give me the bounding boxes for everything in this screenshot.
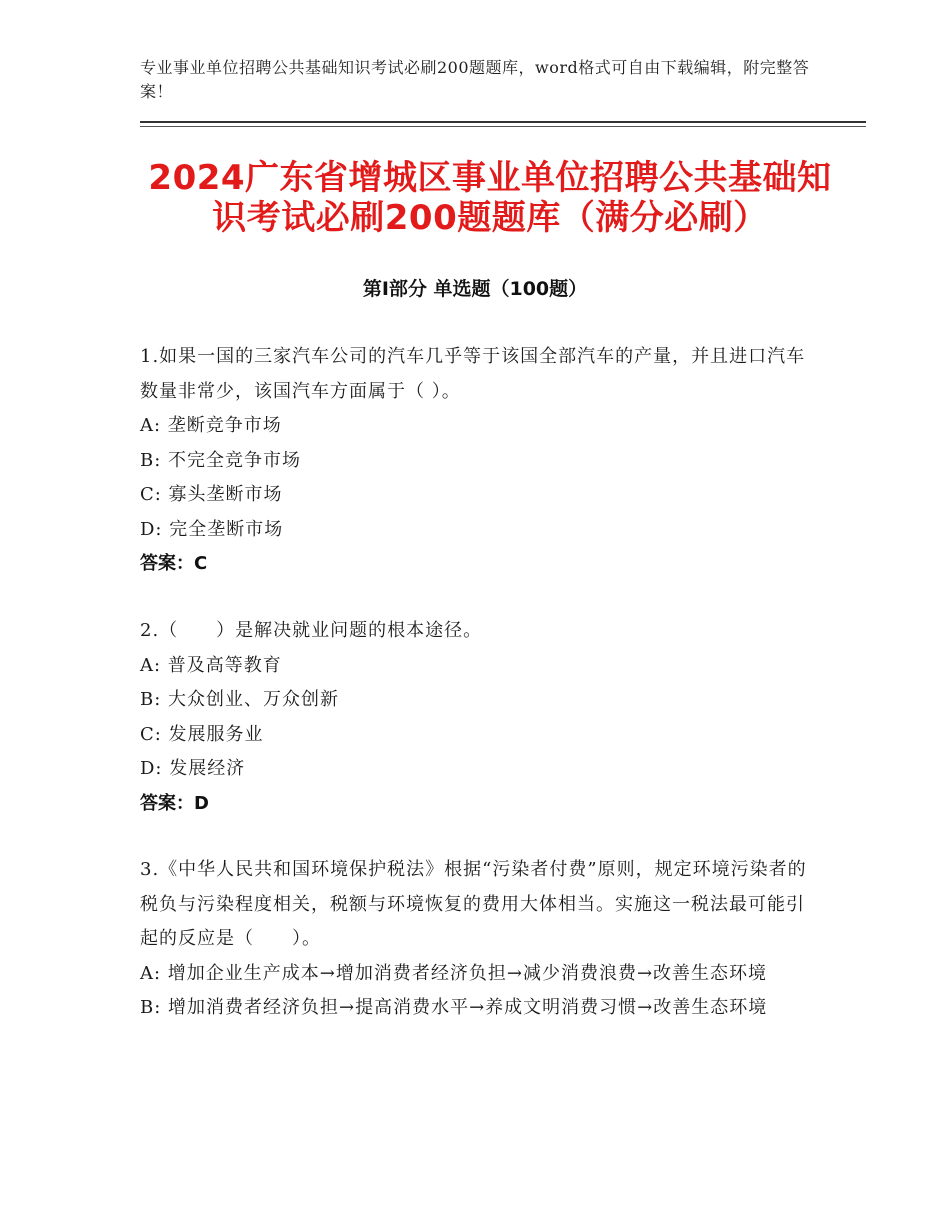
header-rule-thick [140,121,866,123]
option-c: C: 寡头垄断市场 [140,484,283,505]
question-1 [140,340,820,582]
question-2 [140,614,820,821]
question-3 [140,853,820,1026]
option-a: A: 增加企业生产成本→增加消费者经济负担→减少消费浪费→改善生态环境 [140,962,768,984]
question-text: 1.如果一国的三家汽车公司的汽车几乎等于该国全部汽车的产量，并且进口汽车数量非常少，该国汽车方面属于（ ）。 [140,346,806,402]
header-note: 专业事业单位招聘公共基础知识考试必刷200题题库，word格式可自由下载编辑，附完整答案！ [140,58,810,101]
question-text: 2.（ ）是解决就业问题的根本途径。 [140,620,483,641]
option-a: A: 普及高等教育 [140,654,282,676]
option-b: B: 增加消费者经济负担→提高消费水平→养成文明消费习惯→改善生态环境 [140,997,768,1018]
option-c: C: 发展服务业 [140,723,264,745]
section-title: 第Ⅰ部分 单选题（100题） [362,278,588,300]
option-b: B: 不完全竞争市场 [140,449,302,471]
answer: 答案：D [140,792,209,814]
document-title: 2024广东省增城区事业单位招聘公共基础知识考试必刷200题题库（满分必刷） [148,158,832,238]
option-d: D: 完全垄断市场 [140,518,284,540]
answer: 答案：C [140,553,208,574]
header-rule-thin [140,126,866,127]
option-a: A: 垄断竞争市场 [140,415,282,436]
option-b: B: 大众创业、万众创新 [140,689,340,710]
option-d: D: 发展经济 [140,758,246,779]
question-text: 3.《中华人民共和国环境保护税法》根据“污染者付费”原则，规定环境污染者的税负与污染程度相关，税额与环境恢复的费用大体相当。实施这一税法最可能引起的反应是（ ）。 [140,859,807,949]
